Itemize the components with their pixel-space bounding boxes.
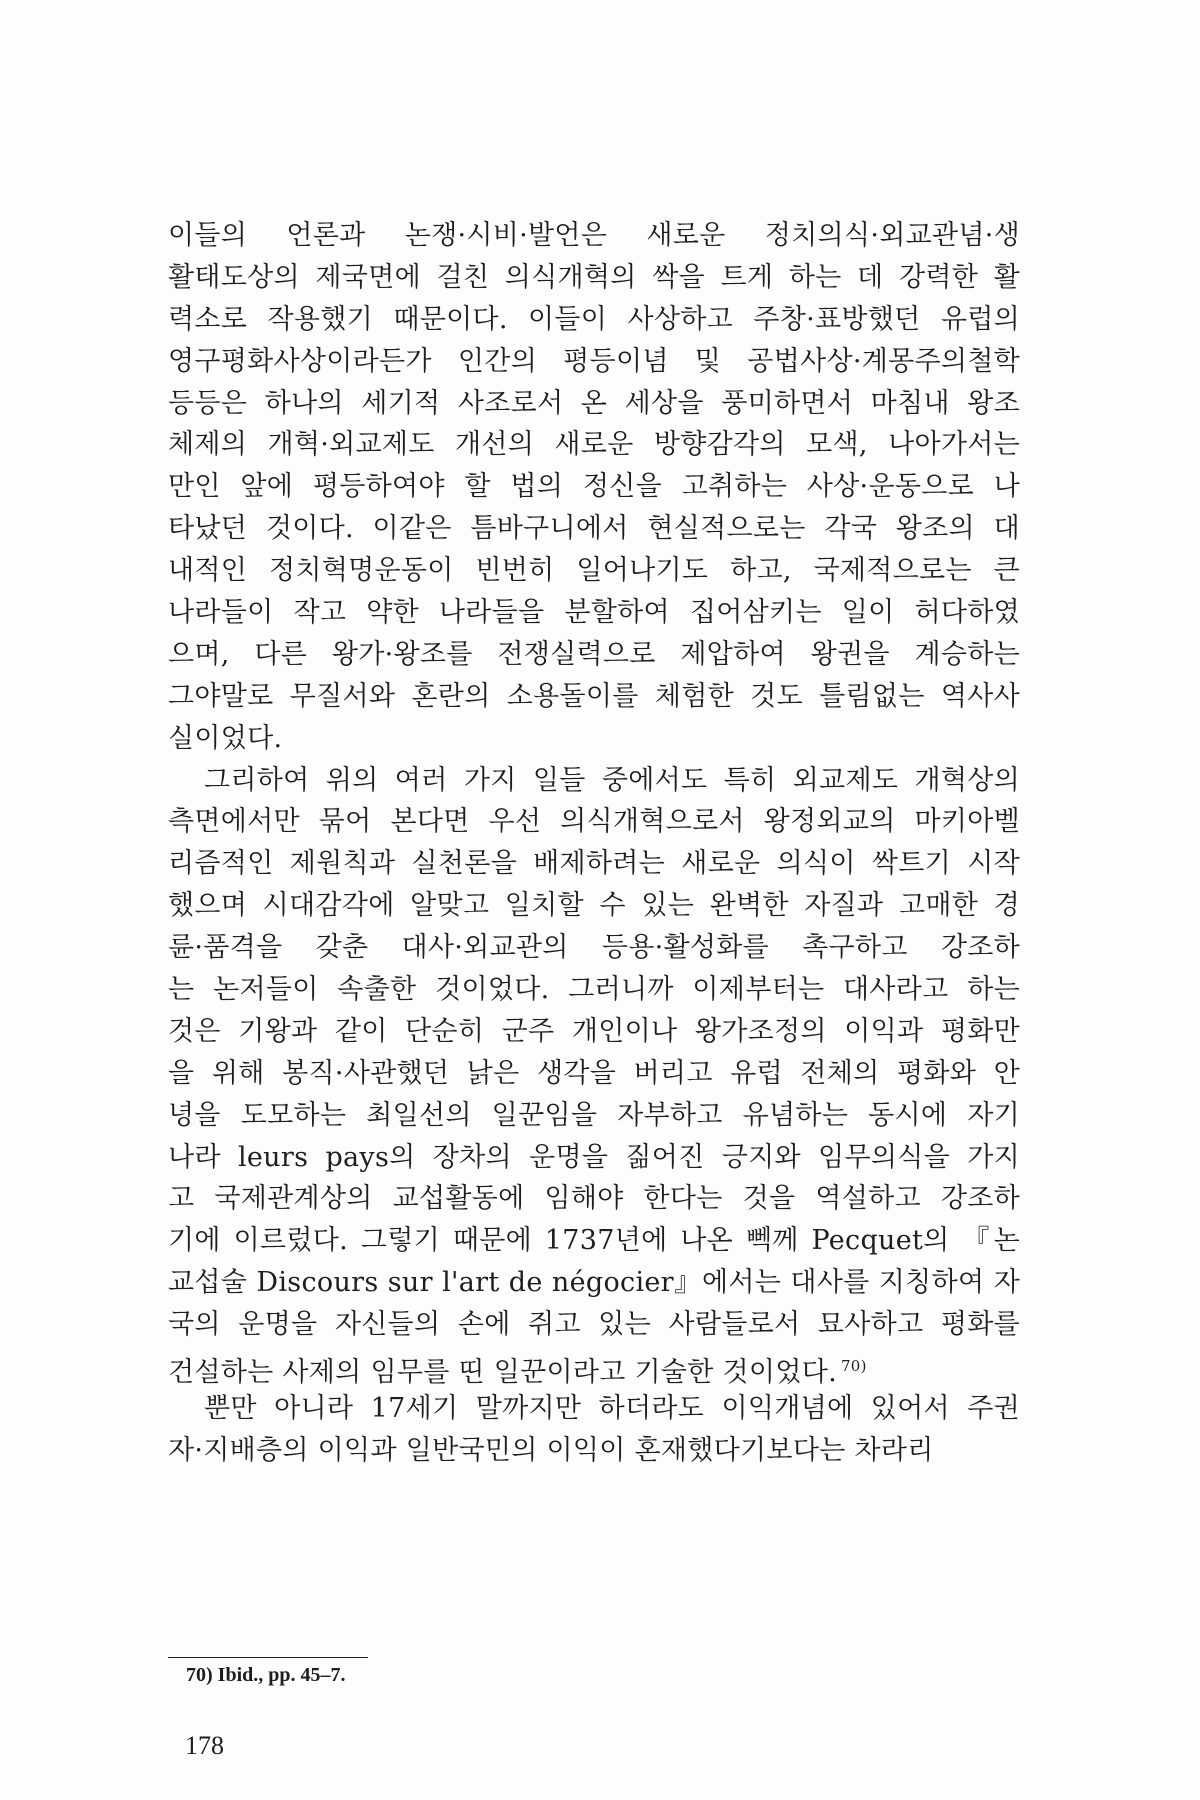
footnote: 70) Ibid., pp. 45–7. bbox=[186, 1664, 346, 1686]
text-line: 교섭술 Discours sur l'art de négocier』에서는 대사를 지칭하여 자 bbox=[168, 1267, 1020, 1299]
text-line: 을 위해 봉직·사관했던 낡은 생각을 버리고 유럽 전체의 평화와 안 bbox=[168, 1057, 1020, 1089]
text-line: 나라들이 작고 약한 나라들을 분할하여 집어삼키는 일이 허다하였 bbox=[168, 597, 1020, 629]
text-line: 타났던 것이다. 이같은 틈바구니에서 현실적으로는 각국 왕조의 대 bbox=[168, 513, 1020, 545]
text-line: 그야말로 무질서와 혼란의 소용돌이를 체험한 것도 틀림없는 역사사 bbox=[168, 680, 1020, 712]
text-line: 체제의 개혁·외교제도 개선의 새로운 방향감각의 모색, 나아가서는 bbox=[168, 429, 1020, 461]
text-line: 으며, 다른 왕가·왕조를 전쟁실력으로 제압하여 왕권을 계승하는 bbox=[168, 638, 1020, 670]
text-line: 고 국제관계상의 교섭활동에 임해야 한다는 것을 역설하고 강조하 bbox=[168, 1183, 1020, 1215]
text-line: 국의 운명을 자신들의 손에 쥐고 있는 사람들로서 묘사하고 평화를 bbox=[168, 1309, 1020, 1341]
text-line: 활태도상의 제국면에 걸친 의식개혁의 싹을 트게 하는 데 강력한 활 bbox=[168, 261, 1020, 293]
text-line: 것은 기왕과 같이 단순히 군주 개인이나 왕가조정의 이익과 평화만 bbox=[168, 1015, 1020, 1047]
footnote-reference: 70) bbox=[840, 1357, 867, 1376]
text-line: 등등은 하나의 세기적 사조로서 온 세상을 풍미하면서 마침내 왕조 bbox=[168, 387, 1020, 419]
text-line: 이들의 언론과 논쟁·시비·발언은 새로운 정치의식·외교관념·생 bbox=[168, 220, 1020, 251]
text-line: 륜·품격을 갖춘 대사·외교관의 등용·활성화를 촉구하고 강조하 bbox=[168, 932, 1020, 964]
text-line: 영구평화사상이라든가 인간의 평등이념 및 공법사상·계몽주의철학 bbox=[168, 345, 1020, 377]
text-line: 나라 leurs pays의 장차의 운명을 짊어진 긍지와 임무의식을 가지 bbox=[168, 1141, 1020, 1173]
page-number: 178 bbox=[185, 1731, 224, 1760]
body-text bbox=[168, 215, 1020, 1472]
text-line: 그리하여 위의 여러 가지 일들 중에서도 특히 외교제도 개혁상의 bbox=[204, 764, 1020, 796]
footnote-separator bbox=[168, 1657, 368, 1658]
text-line: 리즘적인 제원칙과 실천론을 배제하려는 새로운 의식이 싹트기 시작 bbox=[168, 848, 1020, 880]
text-line: 측면에서만 묶어 본다면 우선 의식개혁으로서 왕정외교의 마키아벨 bbox=[168, 806, 1020, 838]
text-line: 건설하는 사제의 임무를 띤 일꾼이라고 기술한 것이었다. $^{70)}$ bbox=[168, 1357, 867, 1389]
text-line: 녕을 도모하는 최일선의 일꾼임을 자부하고 유념하는 동시에 자기 bbox=[168, 1099, 1020, 1131]
text-line: 뿐만 아니라 17세기 말까지만 하더라도 이익개념에 있어서 주권 bbox=[204, 1392, 1020, 1424]
text-line: 력소로 작용했기 때문이다. 이들이 사상하고 주창·표방했던 유럽의 bbox=[168, 303, 1020, 335]
text-line: 자·지배층의 이익과 일반국민의 이익이 혼재했다기보다는 차라리 bbox=[168, 1434, 934, 1466]
text-line: 는 논저들이 속출한 것이었다. 그러니까 이제부터는 대사라고 하는 bbox=[168, 974, 1020, 1006]
text-line: 내적인 정치혁명운동이 빈번히 일어나기도 하고, 국제적으로는 큰 bbox=[168, 555, 1020, 587]
text-line: 실이었다. bbox=[168, 722, 283, 754]
text-line: 기에 이르렀다. 그렇기 때문에 1737년에 나온 뻭께 Pecquet의 『논 bbox=[168, 1225, 1020, 1257]
text-line: 했으며 시대감각에 알맞고 일치할 수 있는 완벽한 자질과 고매한 경 bbox=[168, 890, 1020, 922]
text-line: 만인 앞에 평등하여야 할 법의 정신을 고취하는 사상·운동으로 나 bbox=[168, 471, 1020, 503]
